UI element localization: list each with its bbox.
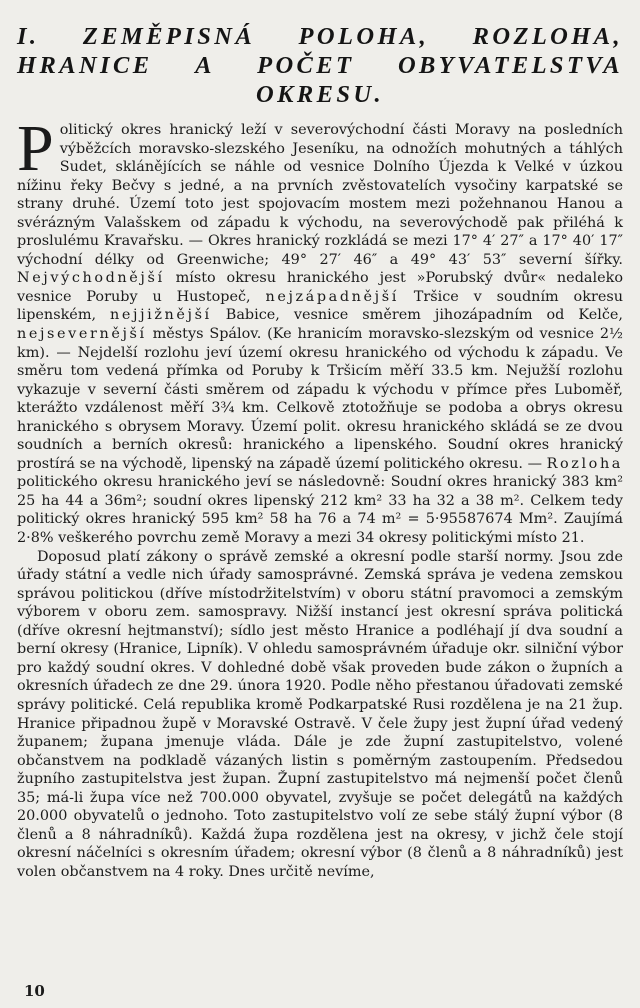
page-number: 10 xyxy=(24,982,45,1000)
spaced-term: nejsevernější xyxy=(17,326,147,343)
spaced-term: Rozloha xyxy=(546,455,623,472)
spaced-term: nejzápadnější xyxy=(265,288,399,305)
paragraph-2: Doposud platí zákony o správě zemské a okresní podle starší normy. Jsou zde úřady státní a vedle nich úřady samosprávné. Zemská správa je vedena zemskou správou politickou (dříve místodržitelstvím) v oboru státní pravomoci a zemským výborem v oboru zem. samospravy. Nižší instancí jest okresní správa politická (dříve okresní hejtmanství); sídlo jest město Hranice a podléhají jí dva soudní a berní okresy (Hranice, Lipník). V ohledu samosprávném úřaduje okr. silniční výbor pro každý soudní okres. V dohledné době však proveden bude zákon o župních a okresních úřadech ze dne 29. února 1920. Podle něho přestanou úřadovati zemské správy politické. Celá republika kromě Podkarpatské Rusi rozdělena je na 21 žup. Hranice připadnou župě v Moravské Ostravě. V čele župy jest župní úřad vedený županem; župana jmenuje vláda. Dále je zde župní zastupitelstvo, volené občanstvem na podkladě vázaných listin s poměrným zastoupením. Předsedou župního zastupitelstva jest župan. Župní zastupitelstvo má nejmenší počet členů 35; má-li župa více než 700.000 obyvatel, zvyšuje se počet delegátů na každých 20.000 obyvatelů o jednoho. Toto zastupitelstvo volí ze sebe stálý župní výbor (8 členů a 8 náhradníků). Každá župa rozdělena jest na okresy, v jichž čele stojí okresní náčelníci s okresním úřadem; okresní výbor (8 členů a 8 náhradníků) jest volen občanstvem na 4 roky. Dnes určitě nevíme, xyxy=(17,548,623,880)
page xyxy=(17,22,623,881)
body-text xyxy=(17,112,623,881)
spaced-term: nejjižnější xyxy=(110,307,212,324)
spaced-term: Nejvýchodnější xyxy=(17,270,165,287)
paragraph-1: Politický okres hranický leží v severovýchodní části Moravy na posledních výběžcích moravsko-slezského Jeseníku, na odnožích mohutných a táhlých Sudet, sklánějících se náhle od vesnice Dolního Újezda k Velké v úzkou nížinu řeky Bečvy s jedné, a na prvních zvěstovatelích vysočiny karpatské se strany druhé. Území toto jest spojovacím mostem mezi požehnanou Hanou a svérázným Valašskem od západu k východu, na severovýchodě pak přiléhá k proslulému Kravařsku. — Okres hranický rozkládá se mezi 17° 4′ 27″ a 17° 40′ 17″ východní délky od Greenwiche; 49° 27′ 46″ a 49° 43′ 53″ severní šířky. Nejvýchodnější místo okresu hranického jest »Porubský dvůr« nedaleko vesnice Poruby u Hustopeč, nejzápadnější Tršice v soudním okresu lipenském, nejjižnější Babice, vesnice směrem jihozápadním od Kelče, nejsevernější městys Spálov. (Ke hranicím moravsko-slezským od vesnice 2½ km). — Nejdelší rozlohu jeví území okresu hranického od východu k západu. Ve směru tom vedená přímka od Poruby k Tršicím měří 33.5 km. Nejužší rozlohu vykazuje v severní části směrem od západu k východu v přímce přes Luboměř, kterážto vzdálenost měří 3¾ km. Celkově ztotožňuje se podoba a obrys okresu hranického s obrysem Moravy. Území polit. okresu hranického skládá se ze dvou soudních a berních okresů: hranického a lipenského. Soudní okres hranický prostírá se na východě, lipenský na západě území politického okresu. — Rozloha politického okresu hranického jeví se následovně: Soudní okres hranický 383 km² 25 ha 44 a 36m²; soudní okres lipenský 212 km² 33 ha 32 a 38 m². Celkem tedy politický okres hranický 595 km² 58 ha 76 a 74 m² = 5·95587674 Mm². Zaujímá 2·8% veškerého povrchu země Moravy a mezi 34 okresy politickými místo 21. xyxy=(17,112,623,547)
drop-cap: P xyxy=(17,112,54,185)
chapter-heading: I. ZEMĚPISNÁ POLOHA, ROZLOHA, HRANICE A POČET OBYVATELSTVA OKRESU. xyxy=(17,23,623,108)
